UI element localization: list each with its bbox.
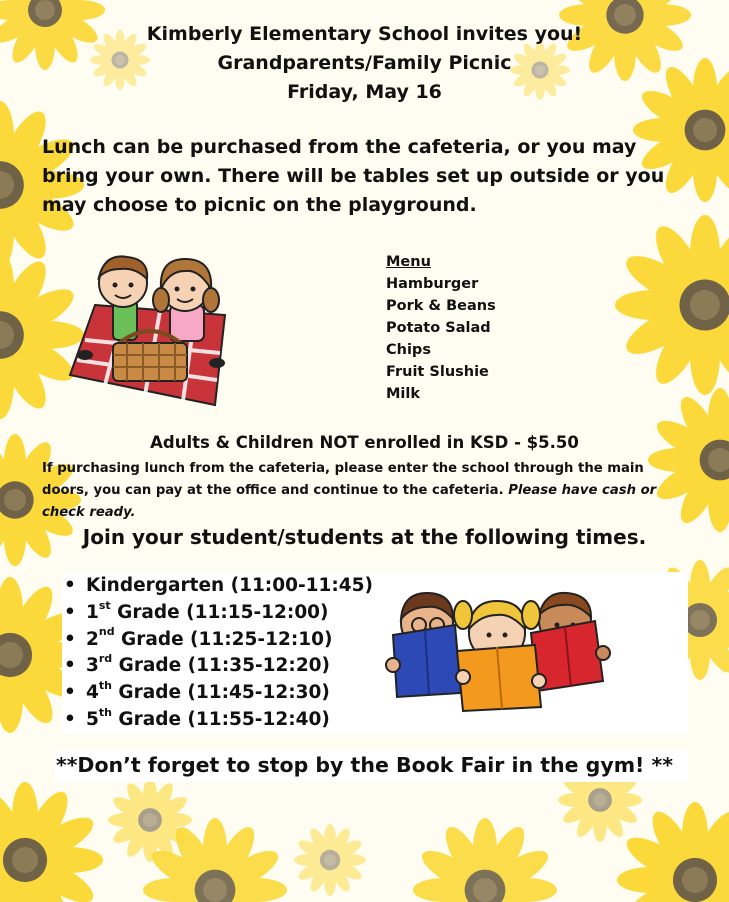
flyer-title (0, 20, 729, 107)
invite-line: Kimberly Elementary School invites you! (146, 23, 583, 45)
grade-number: 5 (86, 708, 99, 730)
schedule-label: Grade (11:15-12:00) (110, 601, 329, 623)
menu-item: Fruit Slushie (386, 364, 489, 380)
reading-kids-illustration (385, 585, 615, 715)
schedule-label: Grade (11:55-12:40) (111, 708, 330, 730)
menu-item: Milk (386, 386, 421, 402)
schedule-label: Grade (11:35-12:20) (112, 655, 331, 677)
grade-suffix: th (98, 679, 112, 693)
schedule-item (62, 573, 373, 600)
schedule-label: Grade (11:45-12:30) (111, 682, 330, 704)
grade-suffix: st (98, 598, 111, 612)
menu-heading: Menu (386, 254, 431, 270)
picnic-kids-illustration (65, 245, 235, 410)
grade-number: 3 (86, 655, 99, 677)
cafeteria-instructions: If purchasing lunch from the cafeteria, please enter the school through the main doors, you can pay at the office and continue to the cafeteria. (42, 461, 644, 498)
cafeteria-info (42, 458, 687, 524)
schedule-item (62, 627, 373, 654)
menu-item: Hamburger (386, 276, 479, 292)
schedule-item (62, 600, 373, 627)
price-line: Adults & Children NOT enrolled in KSD - $5.50 (150, 433, 579, 452)
grade-number: 2 (86, 628, 99, 650)
menu-item: Potato Salad (386, 320, 491, 336)
menu-item: Chips (386, 342, 431, 358)
grade-suffix: th (98, 705, 112, 719)
grade-number: 1 (86, 601, 99, 623)
grade-suffix: rd (98, 652, 113, 666)
grade-suffix: nd (98, 625, 115, 639)
schedule-label: Grade (11:25-12:10) (114, 628, 333, 650)
grade-schedule-list (62, 573, 373, 734)
schedule-item (62, 680, 373, 707)
intro-paragraph: Lunch can be purchased from the cafeteria, or you may bring your own. There will be tables set up outside or you may choose to picnic on the playground. (42, 136, 665, 216)
grade-number: 4 (86, 682, 99, 704)
schedule-item (62, 707, 373, 734)
schedule-heading: Join your student/students at the following times. (82, 525, 647, 549)
payment-note: Please have cash or check ready. (42, 483, 657, 520)
menu-item: Pork & Beans (386, 298, 496, 314)
book-fair-reminder: **Don’t forget to stop by the Book Fair in the gym! ** (55, 753, 673, 777)
schedule-item (62, 653, 373, 680)
event-date: Friday, May 16 (287, 81, 442, 103)
menu-list (386, 251, 496, 405)
schedule-label: Kindergarten (11:00-11:45) (86, 575, 373, 596)
event-name: Grandparents/Family Picnic (217, 52, 512, 74)
